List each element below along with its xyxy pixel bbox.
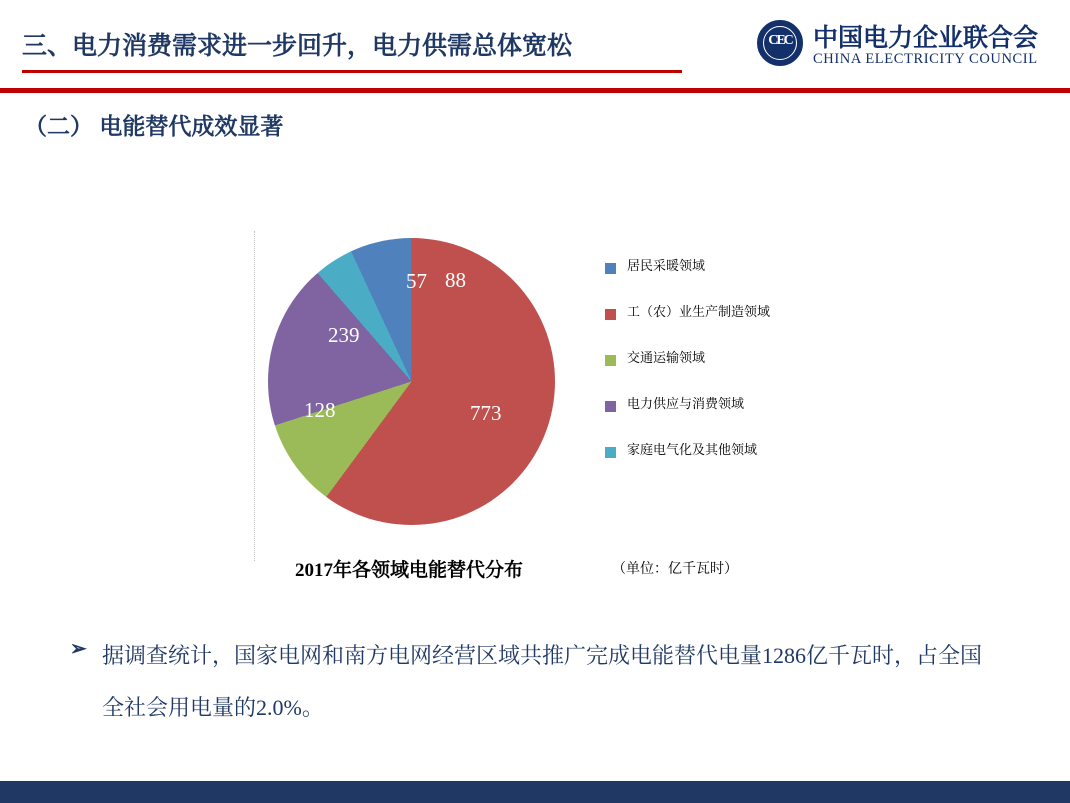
section-subheading: （二） 电能替代成效显著 <box>24 113 284 139</box>
legend-label: 工（农）业生产制造领域 <box>627 304 771 319</box>
legend-item <box>605 398 845 444</box>
legend-item <box>605 444 845 490</box>
footer-band <box>0 781 1070 803</box>
pie-slice-label-power-supply: 239 <box>328 323 360 347</box>
legend-item <box>605 306 845 352</box>
chart-unit-note: （单位：亿千瓦时） <box>612 560 738 576</box>
cec-emblem-icon <box>757 20 803 66</box>
page-title: 三、电力消费需求进一步回升，电力供需总体宽松 <box>22 32 573 60</box>
legend-swatch-icon <box>605 309 616 320</box>
legend-label: 电力供应与消费领域 <box>627 396 745 411</box>
chart-plot-border <box>254 231 255 561</box>
legend-label: 居民采暖领域 <box>627 258 706 273</box>
pie-slice-label-industrial: 773 <box>470 401 502 425</box>
pie-slice-label-household: 57 <box>406 269 427 293</box>
organization-logo <box>757 16 1052 78</box>
header-red-band <box>0 88 1070 93</box>
emblem-mark-text: CEC <box>768 33 792 48</box>
legend-label: 家庭电气化及其他领域 <box>627 442 758 457</box>
logo-english-name: CHINA ELECTRICITY COUNCIL <box>813 51 1038 67</box>
chart-caption: 2017年各领域电能替代分布 <box>295 560 524 581</box>
header-underline <box>22 70 682 73</box>
legend-swatch-icon <box>605 355 616 366</box>
bullet-arrow-icon: ➢ <box>70 638 87 660</box>
logo-chinese-name: 中国电力企业联合会 <box>813 24 1039 52</box>
chart-legend <box>605 260 845 490</box>
legend-swatch-icon <box>605 401 616 412</box>
legend-item <box>605 352 845 398</box>
chart-plot-area <box>240 213 570 543</box>
pie-slice-label-heating: 88 <box>445 268 466 292</box>
legend-swatch-icon <box>605 263 616 274</box>
legend-label: 交通运输领域 <box>627 350 706 365</box>
pie-slice-label-transport: 128 <box>304 398 336 422</box>
legend-swatch-icon <box>605 447 616 458</box>
bullet-body-text: 据调查统计，国家电网和南方电网经营区域共推广完成电能替代电量1286亿千瓦时，占全国全社会用电量的2.0%。 <box>102 643 983 720</box>
pie-chart <box>230 205 850 585</box>
legend-item <box>605 260 845 306</box>
